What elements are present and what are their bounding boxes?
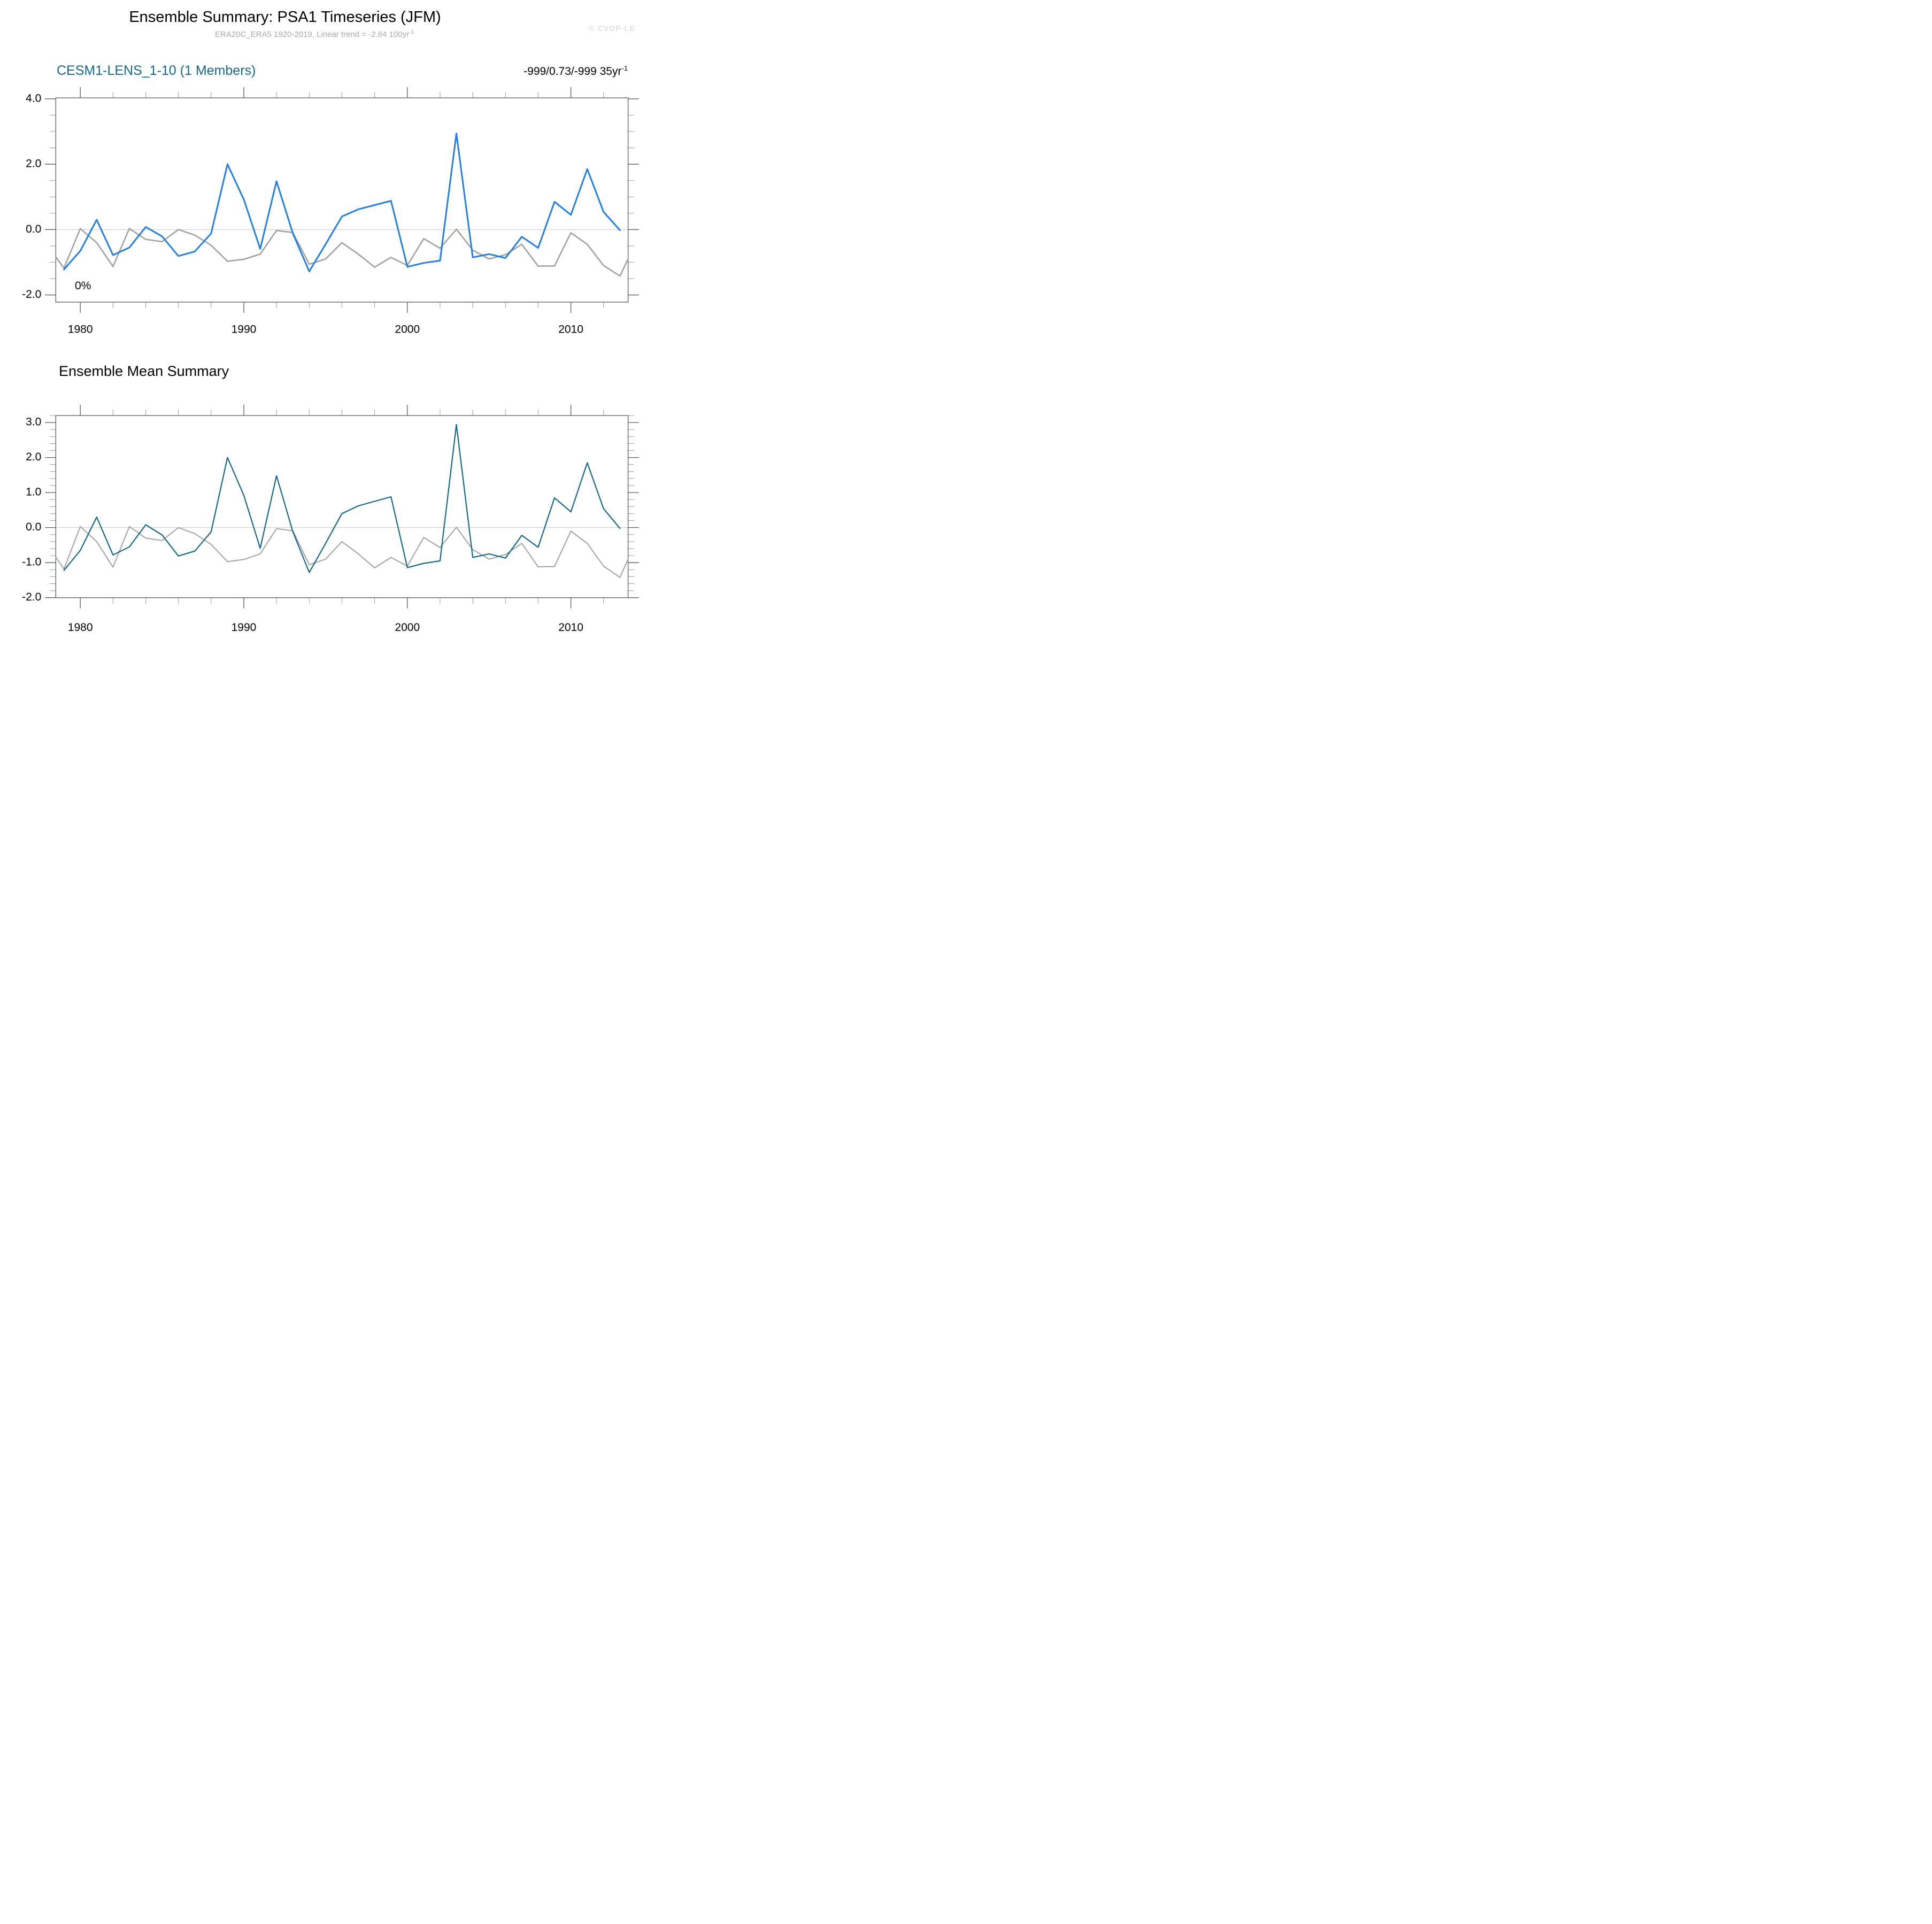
panel2-title: Ensemble Mean Summary <box>59 363 229 379</box>
svg-text:2.0: 2.0 <box>26 451 42 464</box>
svg-text:2010: 2010 <box>558 621 583 634</box>
chart-title: Ensemble Summary: PSA1 Timeseries (JFM) <box>129 9 441 26</box>
svg-text:-1.0: -1.0 <box>22 556 42 568</box>
svg-text:1980: 1980 <box>67 323 93 336</box>
panel1-zero-percent-label: 0% <box>75 280 91 292</box>
svg-text:2.0: 2.0 <box>26 157 42 170</box>
svg-text:4.0: 4.0 <box>26 92 42 105</box>
panel2-plot <box>0 396 644 641</box>
panel1-header: CESM1-LENS_1-10 (1 Members) <box>57 63 256 78</box>
svg-text:-2.0: -2.0 <box>22 288 42 301</box>
trend-stat-exponent: -1 <box>621 64 628 72</box>
svg-text:2000: 2000 <box>395 621 420 634</box>
panel1-plot <box>0 80 644 342</box>
svg-text:1990: 1990 <box>231 621 257 634</box>
svg-text:1.0: 1.0 <box>26 486 42 498</box>
svg-text:0.0: 0.0 <box>26 222 42 235</box>
subtitle-exponent: -1 <box>409 29 414 35</box>
svg-text:2010: 2010 <box>558 323 583 336</box>
svg-text:1980: 1980 <box>67 621 93 634</box>
svg-text:3.0: 3.0 <box>26 415 42 428</box>
svg-text:2000: 2000 <box>395 323 420 336</box>
subtitle-text: ERA20C_ERA5 1920-2019, Linear trend = -2.64 100yr <box>214 30 410 39</box>
svg-text:0.0: 0.0 <box>26 521 42 534</box>
svg-text:-2.0: -2.0 <box>22 591 42 604</box>
trend-stat-text: -999/0.73/-999 35yr <box>524 65 622 78</box>
chart-subtitle <box>215 29 414 39</box>
svg-text:1990: 1990 <box>231 323 257 336</box>
panel1-trend-stat <box>524 64 628 78</box>
cvdp-watermark: © CVDP-LE <box>588 25 635 33</box>
